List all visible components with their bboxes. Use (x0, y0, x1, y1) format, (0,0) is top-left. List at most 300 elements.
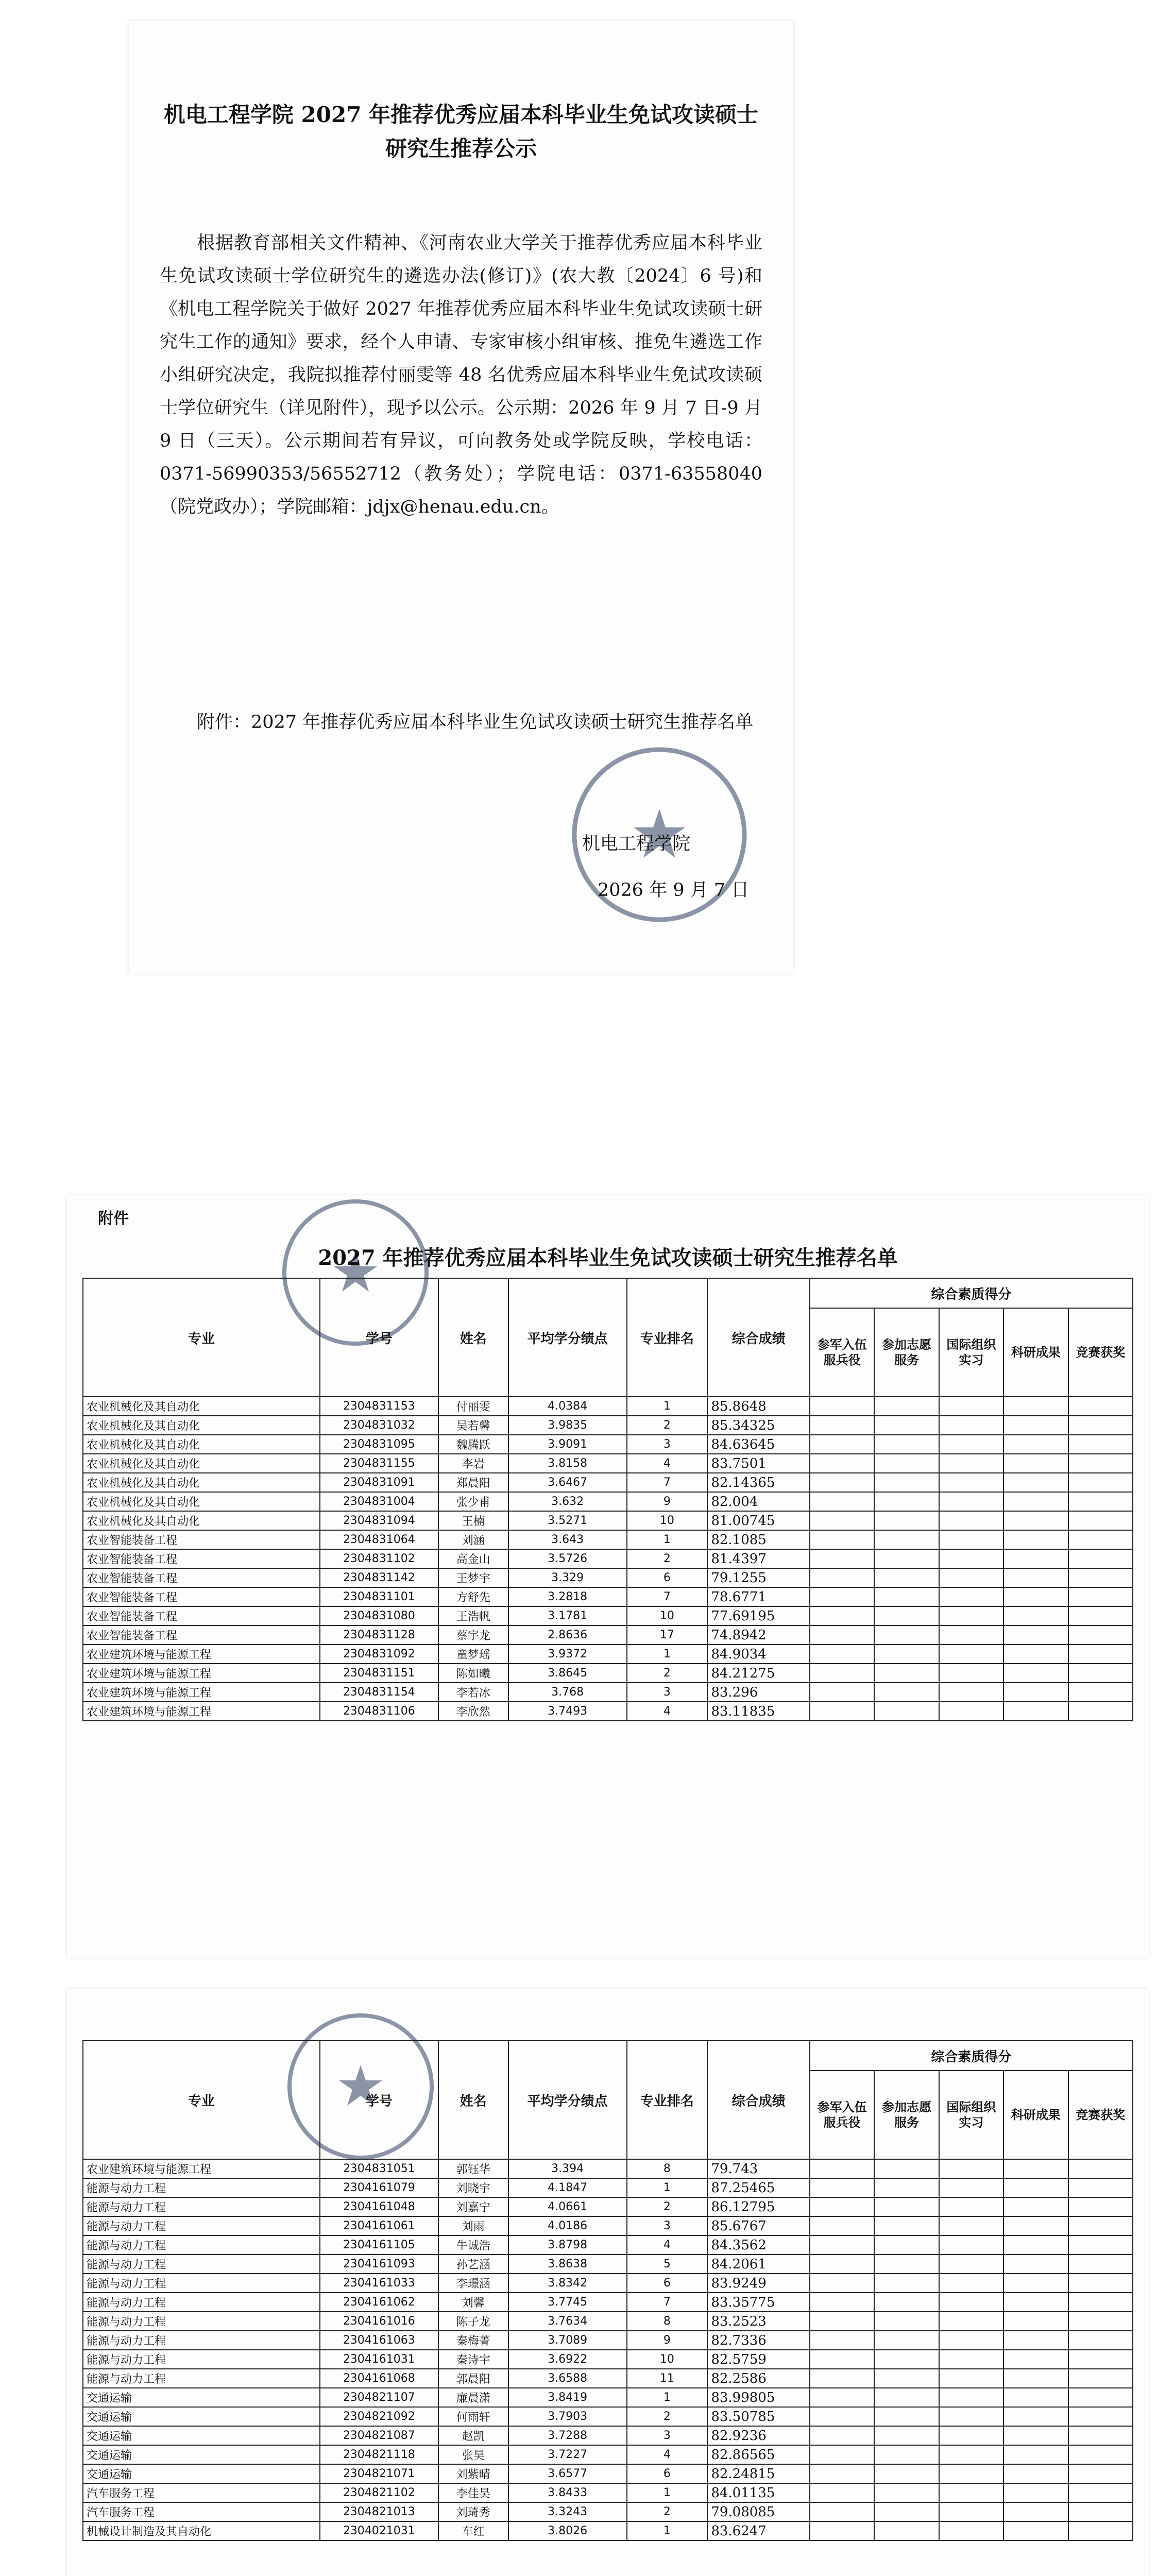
quality-score-cell (1068, 1549, 1133, 1568)
quality-score-cell (810, 2502, 874, 2521)
quality-score-cell (874, 2445, 939, 2464)
gpa-cell: 3.7089 (508, 2331, 627, 2350)
roster-page-1 (67, 1195, 1149, 1958)
quality-score-cell (1003, 2407, 1068, 2426)
quality-score-cell (874, 2178, 939, 2197)
quality-score-cell (810, 1454, 874, 1473)
quality-score-cell (939, 2521, 1003, 2540)
quality-score-cell (874, 2464, 939, 2483)
gpa-cell: 3.8798 (508, 2235, 627, 2255)
quality-score-cell (810, 2407, 874, 2426)
name-cell: 孙艺涵 (438, 2255, 508, 2274)
table-row (83, 1645, 1133, 1664)
quality-score-cell (939, 2445, 1003, 2464)
gpa-cell: 3.1781 (508, 1606, 627, 1625)
name-cell: 车红 (438, 2521, 508, 2540)
major-cell: 农业机械化及其自动化 (83, 1511, 320, 1530)
name-cell: 牛诚浩 (438, 2235, 508, 2255)
rank-cell: 2 (627, 2502, 708, 2521)
gpa-cell: 3.8433 (508, 2483, 627, 2502)
roster-page-2 (67, 1989, 1149, 2576)
rank-cell: 7 (627, 1587, 708, 1606)
quality-score-cell (810, 1397, 874, 1416)
quality-score-cell (1068, 2464, 1133, 2483)
student-id-cell: 2304831064 (320, 1530, 438, 1549)
quality-score-cell (874, 2293, 939, 2312)
quality-score-cell (1068, 2255, 1133, 2274)
quality-score-cell (810, 2274, 874, 2293)
quality-score-cell (1068, 2293, 1133, 2312)
header-intl: 国际组织实习 (939, 1308, 1003, 1397)
quality-score-cell (1003, 2178, 1068, 2197)
quality-score-cell (874, 1397, 939, 1416)
major-cell: 农业智能装备工程 (83, 1625, 320, 1645)
major-cell: 交通运输 (83, 2388, 320, 2407)
table-row (83, 2312, 1133, 2331)
name-cell: 王梦宇 (438, 1568, 508, 1587)
quality-score-cell (810, 2216, 874, 2235)
table-row (83, 2483, 1133, 2502)
quality-score-cell (810, 2388, 874, 2407)
table-row (83, 1473, 1133, 1492)
total-cell: 79.08085 (707, 2502, 810, 2521)
quality-score-cell (874, 1568, 939, 1587)
total-cell: 85.34325 (707, 1416, 810, 1435)
quality-score-cell (1003, 1454, 1068, 1473)
rank-cell: 2 (627, 1549, 708, 1568)
quality-score-cell (1068, 1435, 1133, 1454)
rank-cell: 7 (627, 1473, 708, 1492)
quality-score-cell (939, 1511, 1003, 1530)
student-id-cell: 2304821013 (320, 2502, 438, 2521)
total-cell: 84.63645 (707, 1435, 810, 1454)
quality-score-cell (874, 1492, 939, 1511)
total-cell: 82.2586 (707, 2369, 810, 2388)
major-cell: 交通运输 (83, 2407, 320, 2426)
major-cell: 能源与动力工程 (83, 2216, 320, 2235)
quality-score-cell (874, 2426, 939, 2445)
student-id-cell: 2304161079 (320, 2178, 438, 2197)
gpa-cell: 4.1847 (508, 2178, 627, 2197)
quality-score-cell (874, 1606, 939, 1625)
quality-score-cell (1003, 2350, 1068, 2369)
gpa-cell: 3.8342 (508, 2274, 627, 2293)
quality-score-cell (810, 1702, 874, 1721)
quality-score-cell (1068, 2350, 1133, 2369)
gpa-cell: 3.6588 (508, 2369, 627, 2388)
quality-score-cell (874, 2369, 939, 2388)
quality-score-cell (1068, 1702, 1133, 1721)
quality-score-cell (810, 2331, 874, 2350)
header-name: 姓名 (438, 1278, 508, 1397)
header-total: 综合成绩 (707, 1278, 810, 1397)
major-cell: 农业智能装备工程 (83, 1587, 320, 1606)
quality-score-cell (810, 2197, 874, 2216)
rank-cell: 5 (627, 2255, 708, 2274)
quality-score-cell (939, 1473, 1003, 1492)
table-row (83, 2388, 1133, 2407)
student-id-cell: 2304161093 (320, 2255, 438, 2274)
quality-score-cell (1003, 2197, 1068, 2216)
quality-score-cell (1068, 2197, 1133, 2216)
quality-score-cell (1003, 2521, 1068, 2540)
table-row (83, 2445, 1133, 2464)
student-id-cell: 2304831128 (320, 1625, 438, 1645)
name-cell: 陈如曦 (438, 1664, 508, 1683)
major-cell: 农业智能装备工程 (83, 1568, 320, 1587)
student-id-cell: 2304821092 (320, 2407, 438, 2426)
total-cell: 82.5759 (707, 2350, 810, 2369)
quality-score-cell (1003, 2293, 1068, 2312)
quality-score-cell (810, 2369, 874, 2388)
name-cell: 高金山 (438, 1549, 508, 1568)
quality-score-cell (1003, 1664, 1068, 1683)
student-id-cell: 2304831155 (320, 1454, 438, 1473)
rank-cell: 10 (627, 1606, 708, 1625)
table-row (83, 2407, 1133, 2426)
quality-score-cell (810, 1549, 874, 1568)
quality-score-cell (874, 2274, 939, 2293)
student-id-cell: 2304831142 (320, 1568, 438, 1587)
total-cell: 86.12795 (707, 2197, 810, 2216)
table-title: 2027 年推荐优秀应届本科毕业生免试攻读硕士研究生推荐名单 (318, 1246, 898, 1270)
table-row (83, 2197, 1133, 2216)
table-row (83, 1664, 1133, 1683)
quality-score-cell (874, 1549, 939, 1568)
notice-title: 机电工程学院 2027 年推荐优秀应届本科毕业生免试攻读硕士研究生推荐公示 (163, 102, 759, 161)
quality-score-cell (874, 2483, 939, 2502)
student-id-cell: 2304821118 (320, 2445, 438, 2464)
name-cell: 付丽雯 (438, 1397, 508, 1416)
gpa-cell: 2.8636 (508, 1625, 627, 1645)
name-cell: 赵凯 (438, 2426, 508, 2445)
quality-score-cell (810, 1683, 874, 1702)
quality-score-cell (874, 2388, 939, 2407)
quality-score-cell (939, 1397, 1003, 1416)
total-cell: 83.99805 (707, 2388, 810, 2407)
quality-score-cell (939, 1549, 1003, 1568)
rank-cell: 9 (627, 1492, 708, 1511)
quality-score-cell (1068, 1511, 1133, 1530)
quality-score-cell (1003, 2312, 1068, 2331)
quality-score-cell (1003, 2274, 1068, 2293)
quality-score-cell (810, 2293, 874, 2312)
roster-table (82, 2040, 1133, 2541)
gpa-cell: 3.329 (508, 1568, 627, 1587)
header-major: 专业 (83, 1278, 320, 1397)
gpa-cell: 3.7903 (508, 2407, 627, 2426)
major-cell: 交通运输 (83, 2426, 320, 2445)
table-row (83, 1606, 1133, 1625)
notice-body: 根据教育部相关文件精神、《河南农业大学关于推荐优秀应届本科毕业生免试攻读硕士学位研究生的遴选办法(修订)》(农大教〔2024〕6 号)和《机电工程学院关于做好 2027 年推荐优秀应届本科毕业生免试攻读硕士研究生工作的通知》要求，经个人申请、专家审核小组审核、推免生遴选工作小组研究决定，我院拟推荐付丽雯等 48 名优秀应届本科毕业生免试攻读硕士学位研究生（详见附件），现予以公示。公示期：2026 年 9 月 7 日-9 月 9 日（三天）。公示期间若有异议，可向教务处或学院反映，学校电话：0371-56990353/56552712（教务处）；学院电话：0371-63558040（院党政办）；学院邮箱：jdjx@henau.edu.cn。 (160, 233, 762, 517)
quality-score-cell (939, 2407, 1003, 2426)
rank-cell: 6 (627, 1568, 708, 1587)
name-cell: 何雨轩 (438, 2407, 508, 2426)
rank-cell: 3 (627, 1683, 708, 1702)
major-cell: 能源与动力工程 (83, 2312, 320, 2331)
gpa-cell: 3.394 (508, 2159, 627, 2178)
total-cell: 74.8942 (707, 1625, 810, 1645)
quality-score-cell (874, 2521, 939, 2540)
name-cell: 王浩帆 (438, 1606, 508, 1625)
quality-score-cell (874, 2255, 939, 2274)
name-cell: 刘晓宇 (438, 2178, 508, 2197)
quality-score-cell (810, 1511, 874, 1530)
rank-cell: 3 (627, 1435, 708, 1454)
table-row (83, 1511, 1133, 1530)
total-cell: 82.004 (707, 1492, 810, 1511)
major-cell: 能源与动力工程 (83, 2293, 320, 2312)
roster-table (82, 1278, 1133, 1721)
rank-cell: 17 (627, 1625, 708, 1645)
header-quality-group: 综合素质得分 (810, 1278, 1133, 1308)
gpa-cell: 3.2818 (508, 1587, 627, 1606)
name-cell: 刘嘉宁 (438, 2197, 508, 2216)
table-row (83, 2216, 1133, 2235)
quality-score-cell (1003, 2483, 1068, 2502)
quality-score-cell (1068, 1683, 1133, 1702)
quality-score-cell (1068, 2502, 1133, 2521)
gpa-cell: 3.9091 (508, 1435, 627, 1454)
table-row (83, 2159, 1133, 2178)
name-cell: 刘涵 (438, 1530, 508, 1549)
table-row (83, 1435, 1133, 1454)
notice-attachment: 附件：2027 年推荐优秀应届本科毕业生免试攻读硕士研究生推荐名单 (197, 712, 754, 733)
quality-score-cell (874, 2197, 939, 2216)
major-cell: 能源与动力工程 (83, 2274, 320, 2293)
total-cell: 83.9249 (707, 2274, 810, 2293)
quality-score-cell (1068, 1568, 1133, 1587)
quality-score-cell (874, 1435, 939, 1454)
total-cell: 83.50785 (707, 2407, 810, 2426)
name-cell: 刘琦秀 (438, 2502, 508, 2521)
name-cell: 刘馨 (438, 2293, 508, 2312)
quality-score-cell (1068, 2445, 1133, 2464)
name-cell: 魏腾跃 (438, 1435, 508, 1454)
quality-score-cell (1068, 1645, 1133, 1664)
quality-score-cell (810, 1416, 874, 1435)
gpa-cell: 4.0186 (508, 2216, 627, 2235)
table-row (83, 2521, 1133, 2540)
header-research: 科研成果 (1003, 2071, 1068, 2159)
table-row (83, 2426, 1133, 2445)
quality-score-cell (810, 2255, 874, 2274)
quality-score-cell (1068, 2312, 1133, 2331)
name-cell: 王楠 (438, 1511, 508, 1530)
header-volunteer: 参加志愿服务 (874, 2071, 939, 2159)
total-cell: 77.69195 (707, 1606, 810, 1625)
quality-score-cell (1003, 2502, 1068, 2521)
attachment-label: 附件 (98, 1210, 129, 1228)
rank-cell: 1 (627, 1530, 708, 1549)
major-cell: 能源与动力工程 (83, 2350, 320, 2369)
name-cell: 郭晨阳 (438, 2369, 508, 2388)
table-row (83, 2293, 1133, 2312)
table-row (83, 1568, 1133, 1587)
table-row (83, 2369, 1133, 2388)
header-intl: 国际组织实习 (939, 2071, 1003, 2159)
total-cell: 82.24815 (707, 2464, 810, 2483)
table-row (83, 1549, 1133, 1568)
quality-score-cell (1003, 1416, 1068, 1435)
quality-score-cell (1003, 1549, 1068, 1568)
name-cell: 刘雨 (438, 2216, 508, 2235)
major-cell: 交通运输 (83, 2464, 320, 2483)
major-cell: 能源与动力工程 (83, 2197, 320, 2216)
quality-score-cell (939, 1568, 1003, 1587)
rank-cell: 1 (627, 2388, 708, 2407)
gpa-cell: 3.7634 (508, 2312, 627, 2331)
header-student-id: 学号 (320, 1278, 438, 1397)
quality-score-cell (1003, 1511, 1068, 1530)
table-row (83, 2464, 1133, 2483)
total-cell: 79.1255 (707, 1568, 810, 1587)
header-major: 专业 (83, 2041, 320, 2159)
name-cell: 陈子龙 (438, 2312, 508, 2331)
total-cell: 84.3562 (707, 2235, 810, 2255)
header-name: 姓名 (438, 2041, 508, 2159)
quality-score-cell (810, 2235, 874, 2255)
quality-score-cell (810, 2350, 874, 2369)
student-id-cell: 2304831094 (320, 1511, 438, 1530)
quality-score-cell (939, 1683, 1003, 1702)
header-quality-group: 综合素质得分 (810, 2041, 1133, 2071)
quality-score-cell (939, 2178, 1003, 2197)
quality-score-cell (1003, 1683, 1068, 1702)
name-cell: 廉晨潇 (438, 2388, 508, 2407)
major-cell: 农业智能装备工程 (83, 1606, 320, 1625)
major-cell: 农业机械化及其自动化 (83, 1492, 320, 1511)
table-row (83, 1454, 1133, 1473)
student-id-cell: 2304821107 (320, 2388, 438, 2407)
gpa-cell: 3.632 (508, 1492, 627, 1511)
quality-score-cell (1003, 1568, 1068, 1587)
header-rank: 专业排名 (627, 1278, 708, 1397)
quality-score-cell (939, 2331, 1003, 2350)
table-row (83, 2350, 1133, 2369)
quality-score-cell (874, 2350, 939, 2369)
table-row (83, 2235, 1133, 2255)
gpa-cell: 3.6922 (508, 2350, 627, 2369)
major-cell: 能源与动力工程 (83, 2235, 320, 2255)
quality-score-cell (1068, 1492, 1133, 1511)
gpa-cell: 3.9372 (508, 1645, 627, 1664)
student-id-cell: 2304831102 (320, 1549, 438, 1568)
quality-score-cell (1003, 2369, 1068, 2388)
gpa-cell: 3.8158 (508, 1454, 627, 1473)
quality-score-cell (939, 1625, 1003, 1645)
student-id-cell: 2304821102 (320, 2483, 438, 2502)
quality-score-cell (810, 2178, 874, 2197)
quality-score-cell (874, 2159, 939, 2178)
quality-score-cell (810, 1435, 874, 1454)
quality-score-cell (1068, 2483, 1133, 2502)
header-research: 科研成果 (1003, 1308, 1068, 1397)
rank-cell: 3 (627, 2426, 708, 2445)
quality-score-cell (874, 1530, 939, 1549)
quality-score-cell (810, 1492, 874, 1511)
major-cell: 农业建筑环境与能源工程 (83, 1645, 320, 1664)
rank-cell: 4 (627, 1702, 708, 1721)
student-id-cell: 2304161048 (320, 2197, 438, 2216)
quality-score-cell (939, 2350, 1003, 2369)
major-cell: 农业机械化及其自动化 (83, 1397, 320, 1416)
gpa-cell: 3.5726 (508, 1549, 627, 1568)
quality-score-cell (1003, 1435, 1068, 1454)
quality-score-cell (810, 2521, 874, 2540)
total-cell: 83.6247 (707, 2521, 810, 2540)
student-id-cell: 2304831080 (320, 1606, 438, 1625)
rank-cell: 2 (627, 2197, 708, 2216)
student-id-cell: 2304161105 (320, 2235, 438, 2255)
header-rank: 专业排名 (627, 2041, 708, 2159)
quality-score-cell (1003, 1397, 1068, 1416)
total-cell: 78.6771 (707, 1587, 810, 1606)
table-row (83, 1530, 1133, 1549)
quality-score-cell (939, 2426, 1003, 2445)
quality-score-cell (810, 1664, 874, 1683)
student-id-cell: 2304821071 (320, 2464, 438, 2483)
student-id-cell: 2304831153 (320, 1397, 438, 1416)
student-id-cell: 2304831101 (320, 1587, 438, 1606)
name-cell: 李欣然 (438, 1702, 508, 1721)
quality-score-cell (874, 2312, 939, 2331)
quality-score-cell (939, 2312, 1003, 2331)
total-cell: 82.86565 (707, 2445, 810, 2464)
quality-score-cell (874, 1625, 939, 1645)
quality-score-cell (939, 2483, 1003, 2502)
notice-date: 2026 年 9 月 7 日 (598, 880, 750, 901)
quality-score-cell (1068, 1587, 1133, 1606)
quality-score-cell (1003, 2331, 1068, 2350)
student-id-cell: 2304161068 (320, 2369, 438, 2388)
quality-score-cell (939, 1664, 1003, 1683)
name-cell: 方舒先 (438, 1587, 508, 1606)
quality-score-cell (1068, 2521, 1133, 2540)
quality-score-cell (810, 1587, 874, 1606)
major-cell: 汽车服务工程 (83, 2483, 320, 2502)
total-cell: 83.2523 (707, 2312, 810, 2331)
major-cell: 农业建筑环境与能源工程 (83, 1664, 320, 1683)
table-row (83, 1587, 1133, 1606)
quality-score-cell (1068, 1454, 1133, 1473)
quality-score-cell (1003, 2445, 1068, 2464)
quality-score-cell (939, 1702, 1003, 1721)
gpa-cell: 3.7288 (508, 2426, 627, 2445)
major-cell: 农业机械化及其自动化 (83, 1473, 320, 1492)
student-id-cell: 2304831032 (320, 1416, 438, 1435)
table-row (83, 1416, 1133, 1435)
name-cell: 李佳昊 (438, 2483, 508, 2502)
quality-score-cell (939, 1587, 1003, 1606)
quality-score-cell (1068, 2178, 1133, 2197)
major-cell: 农业机械化及其自动化 (83, 1454, 320, 1473)
rank-cell: 11 (627, 2369, 708, 2388)
quality-score-cell (1003, 1473, 1068, 1492)
header-competition: 竞赛获奖 (1068, 2071, 1133, 2159)
total-cell: 83.11835 (707, 1702, 810, 1721)
total-cell: 82.14365 (707, 1473, 810, 1492)
rank-cell: 1 (627, 1397, 708, 1416)
student-id-cell: 2304161031 (320, 2350, 438, 2369)
total-cell: 83.7501 (707, 1454, 810, 1473)
quality-score-cell (1003, 1625, 1068, 1645)
quality-score-cell (810, 2483, 874, 2502)
name-cell: 童梦瑶 (438, 1645, 508, 1664)
major-cell: 农业机械化及其自动化 (83, 1416, 320, 1435)
rank-cell: 3 (627, 2216, 708, 2235)
quality-score-cell (874, 2331, 939, 2350)
